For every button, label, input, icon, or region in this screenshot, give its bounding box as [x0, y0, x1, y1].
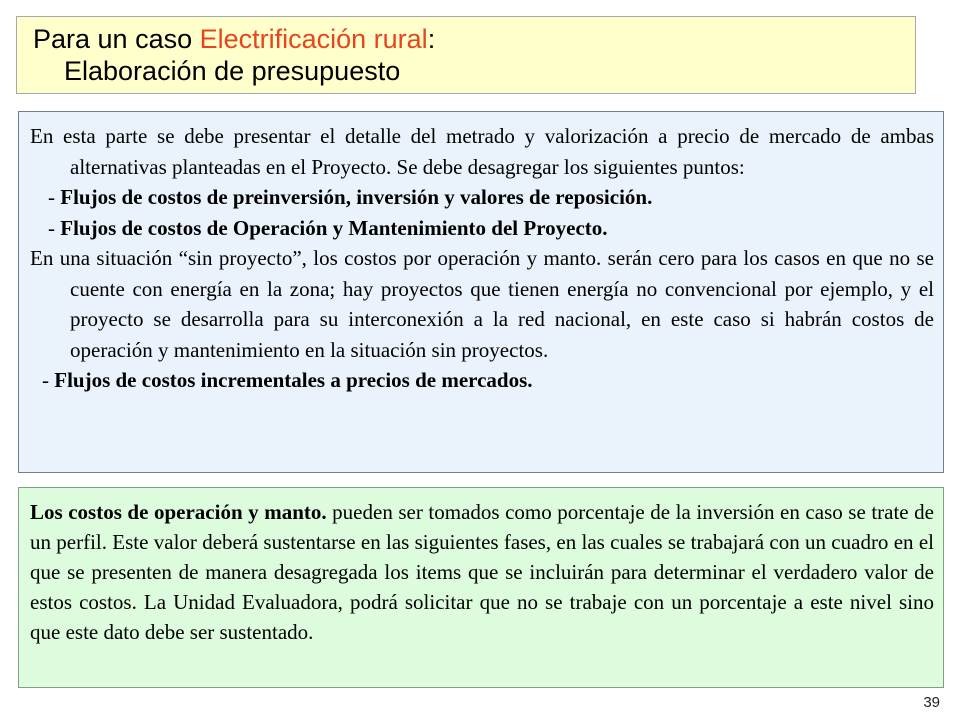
- bullet-dash: -: [42, 368, 55, 392]
- title-subtitle: Elaboración de presupuesto: [64, 56, 401, 86]
- bullet-text: Flujos de costos de preinversión, inversión y valores de reposición.: [60, 185, 653, 209]
- budget-details-box: [18, 111, 944, 473]
- bullet-operacion: [30, 213, 934, 244]
- title-line-1: [33, 23, 915, 55]
- bullet-dash: -: [48, 215, 61, 240]
- slide-title: [16, 16, 916, 94]
- bullet-text: Flujos de costos de Operación y Mantenimiento del Proyecto.: [60, 215, 608, 240]
- bullet-preinversion: [30, 182, 934, 213]
- bullet-text: Flujos de costos incrementales a precios de mercados.: [54, 368, 533, 392]
- title-highlight: Electrificación rural: [199, 24, 428, 54]
- bullet-dash: -: [48, 185, 61, 209]
- page-number: 39: [923, 694, 940, 711]
- operation-costs-note-box: [18, 487, 944, 688]
- operation-costs-text: pueden ser tomados como porcentaje de la inversión en caso se trate de un perfil. Este valor deberá sustentarse en las siguientes fases, en las cuales se trabajará con un cuadro en el que se presenten de manera desagregada los items que se incluirán para determinar el verdadero valor de estos costos. La Unidad Evaluadora, podrá solicitar que no se trabaje con un porcentaje a este nivel sino que este dato debe ser sustentado.: [30, 500, 934, 644]
- title-colon: :: [427, 24, 436, 54]
- operation-costs-paragraph: [30, 497, 934, 647]
- title-prefix: Para un caso: [33, 24, 200, 54]
- sin-proyecto-paragraph: En una situación “sin proyecto”, los costos por operación y manto. serán cero para los casos en que no se cuente con energía en la zona; hay proyectos que tienen energía no convencional por ejemplo, y el proyecto se desarrolla para su interconexión a la red nacional, en este caso si habrán costos de operación y mantenimiento en la situación sin proyectos.: [30, 246, 934, 362]
- intro-paragraph: En esta parte se debe presentar el detalle del metrado y valorización a precio de mercado de ambas alternativas planteadas en el Proyecto. Se debe desagregar los siguientes puntos:: [30, 124, 934, 179]
- bullet-incrementales: [30, 365, 934, 396]
- operation-costs-lead: Los costos de operación y manto.: [30, 500, 327, 524]
